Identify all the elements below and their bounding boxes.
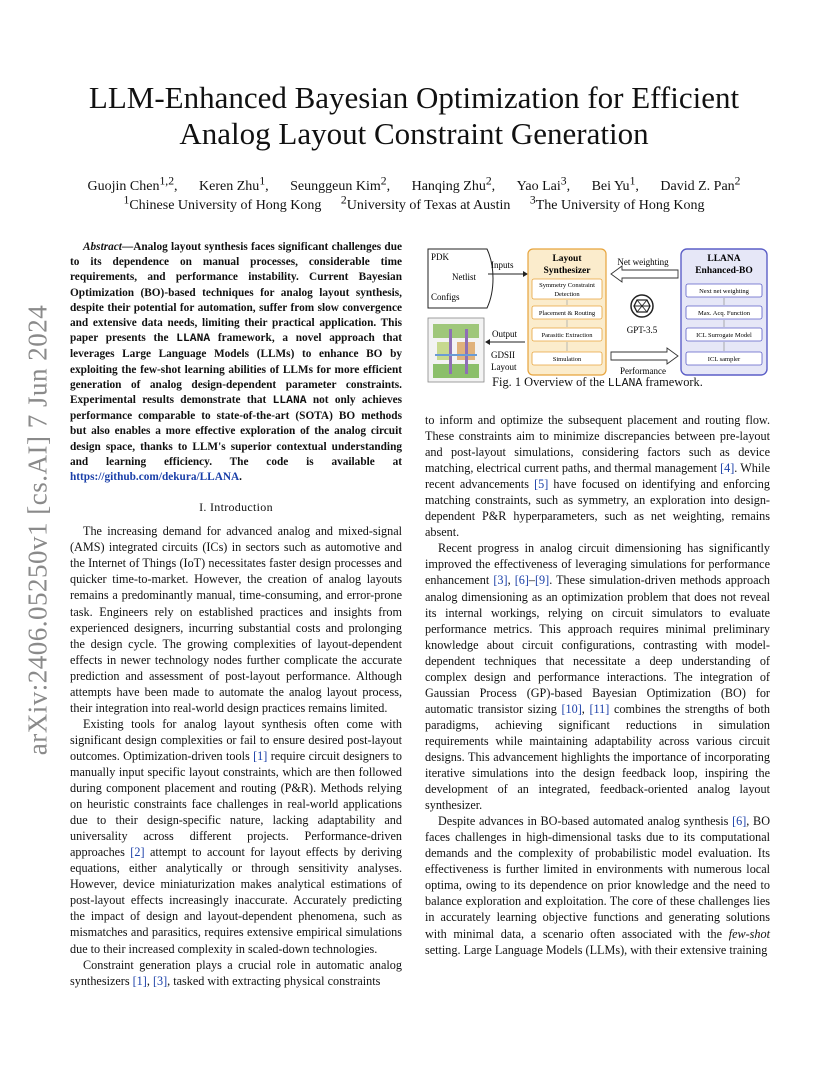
bo-step-sampler: ICL sampler (707, 356, 741, 363)
configs-label: Configs (431, 292, 460, 302)
citation-link[interactable]: [4] (720, 461, 735, 476)
gpt-label: GPT-3.5 (626, 325, 658, 335)
bo-step-surrogate: ICL Surrogate Model (696, 332, 752, 339)
intro-paragraph-3: Constraint generation plays a crucial role in automatic analog synthesizers [1], [3], tasked with extracting physical constraints (70, 957, 402, 988)
synth-step-placement: Placement & Routing (538, 310, 596, 317)
output-label: Output (492, 329, 518, 339)
intro-paragraph-1: The increasing demand for advanced analog and mixed-signal (AMS) integrated circuits (ICs) in sectors such as automotive and the Internet of Things (IoT) necessitates faster design processes and quicker time-to-market. However, the creation of analog layouts remains a predominantly manual, time-consuming, and error-prone task. Engineers rely on established practices and insights from experienced designers, incurring substantial costs and prolonging the design cycle. The growing complexities of layout-dependent effects in newer technology nodes further complicate the accurate prediction and assessment of post-layout performance. Although attempts have been made to automate the analog layout process, their integration into real-world design practices remains limited. (70, 524, 402, 715)
citation-link[interactable]: [2] (130, 845, 145, 860)
performance-arrow (611, 348, 678, 364)
author: Keren Zhu$^1$, (199, 174, 269, 194)
citation-link[interactable]: [1] (253, 748, 268, 763)
citation-link[interactable]: [1] (132, 973, 147, 988)
arxiv-identifier (20, 305, 56, 755)
citation-link[interactable]: [6] (514, 573, 529, 588)
citation-link[interactable]: [11] (589, 701, 610, 716)
citation-link[interactable]: [9] (535, 573, 550, 588)
author: Guojin Chen$^{1,2}$, (87, 174, 178, 194)
synth-step-symmetry-1: Symmetry Constraint (539, 282, 595, 289)
title-line-1: LLM-Enhanced Bayesian Optimization for Efficient (88, 80, 740, 115)
gdsii-label: GDSII (491, 350, 515, 360)
bo-step-next-net: Next net weighting (699, 288, 749, 295)
synth-step-simulation: Simulation (552, 356, 582, 363)
intro-paragraph-2: Existing tools for analog layout synthesis often come with significant design complexities or fail to ensure desired post-layout outcomes. Optimization-driven tools [1] require circuit designers to manually input specific layout constraints, which are then followed during component placement and routing (P&R). Methods relying on heuristic constraints face challenges in real-world applications due to their design-specific nature, lacking adaptability and universality across different projects. Performance-driven approaches [2] attempt to account for layout effects by deriving equations, either analytically or through sensitivity analyses. However, device miniaturization makes analytical estimations of post-layout effects increasingly inaccurate. Accurately predicting the impact of design and layout-dependent phenomena, such as mismatches and parasitics, requires extensive empirical simulations due to their increased complexity in scaled-down technologies. (70, 716, 402, 956)
section-heading-introduction: I. Introduction (199, 500, 273, 515)
synth-step-symmetry-2: Detection (554, 291, 580, 298)
synthesizer-title-2: Synthesizer (543, 266, 591, 276)
citation-link[interactable]: [3] (493, 573, 508, 588)
net-weighting-arrow (611, 266, 678, 282)
author: Yao Lai$^3$, (516, 174, 571, 194)
arxiv-stamp-text: arXiv:2406.05250v1 [cs.AI] 7 Jun 2024 (22, 304, 53, 756)
left-column (70, 240, 402, 989)
author: David Z. Pan$^2$ (660, 174, 741, 194)
affiliation-list (40, 191, 788, 215)
framework-overview-figure (425, 238, 770, 394)
synth-step-extraction: Parasitic Extraction (541, 332, 593, 339)
inputs-label: Inputs (491, 260, 514, 270)
right-paragraph-1: to inform and optimize the subsequent placement and routing flow. These constraints aim to minimize discrepancies between pre-layout and post-layout simulations, considering factors such as device matching, electrical current paths, and thermal management [4]. While recent advancements [5] have focused on identifying and enforcing matching constraints, such as symmetry, an exploration into design-dependent P&R hyperparameters, such as net weighting, remains absent. (425, 413, 770, 540)
abstract: Abstract—Analog layout synthesis faces significant challenges due to its dependence on manual processes, considerable time requirements, and performance instability. Current Bayesian Optimization (BO)-based techniques for analog layout synthesis, despite their potential for automation, suffer from slow convergence and extensive data needs, limiting their practical application. This paper presents the LLANA framework, a novel approach that leverages Large Language Models (LLMs) to enhance BO by exploiting the few-shot learning abilities of LLMs for more efficient generation of analog design-dependent parameter constraints. Experimental results demonstrate that LLANA not only achieves performance comparable to state-of-the-art (SOTA) BO methods but also enables a more effective exploration of the analog circuit design space, thanks to LLM's superior contextual understanding and learning efficiency. The code is available at https://github.com/dekura/LLANA. (70, 241, 402, 484)
paper-title (40, 80, 788, 152)
citation-link[interactable]: [10] (561, 701, 582, 716)
citation-link[interactable]: [3] (152, 973, 168, 988)
affiliation: $^2$University of Texas at Austin (340, 193, 511, 213)
net-weighting-label: Net weighting (617, 257, 669, 267)
netlist-label: Netlist (452, 272, 476, 282)
author: Seunggeun Kim$^2$, (290, 174, 391, 194)
citation-link[interactable]: [5] (534, 477, 549, 492)
right-paragraph-2: Recent progress in analog circuit dimensioning has significantly improved the effectiveness of leveraging simulations for performance enhancement [3], [6]–[9]. These simulation-driven methods approach analog dimensioning as an optimization problem that does not reveal its internal workings, relying on circuit simulators to evaluate performance metrics. This approach requires minimal preliminary knowledge about circuit configurations, contrasting with model-dependent techniques that necessitate a deep understanding of complex design and performance interactions. The integration of Gaussian Process (GP)-based Bayesian Optimization (BO) for automatic transistor sizing [10], [11] combines the strengths of both paradigms, achieving significant reductions in simulation requirements while maintaining adaptability across various circuit designs. This advancement highlights the importance of incorporating iterative simulations into the design feedback loop, inspiring the development of an integrated, feedback-oriented analog layout synthesizer. (425, 541, 770, 813)
title-line-2: Analog Layout Constraint Generation (179, 116, 649, 151)
figure-caption: Fig. 1 Overview of the LLANA framework. (492, 375, 703, 390)
bo-title-2: Enhanced-BO (695, 266, 753, 276)
performance-label: Performance (620, 366, 666, 376)
affiliation: $^3$The University of Hong Kong (529, 193, 705, 213)
code-link[interactable]: https://github.com/dekura/LLANA (70, 471, 240, 484)
layout-label: Layout (491, 362, 517, 372)
pdk-label: PDK (431, 252, 450, 262)
openai-logo-icon (631, 295, 653, 317)
affiliation: $^1$Chinese University of Hong Kong (123, 193, 322, 213)
synthesizer-title-1: Layout (552, 254, 582, 264)
right-paragraph-3: Despite advances in BO-based automated analog synthesis [6], BO faces challenges in high-dimensional tasks due to its computational demands and the complexity of probabilistic model evaluation. Its effectiveness is further limited in environments with numerous local optima, owing to its dependence on prior knowledge and the need to balance exploration and exploitation. The core of these challenges lies in accurately learning objective functions and generating solutions with minimal data, a scenario often associated with the few-shot setting. Large Language Models (LLMs), with their extensive training (425, 814, 770, 957)
right-column (425, 412, 770, 958)
citation-link[interactable]: [6] (732, 814, 747, 829)
layout-thumbnail-icon (428, 318, 484, 382)
author: Hanqing Zhu$^2$, (411, 174, 496, 194)
author: Bei Yu$^1$, (591, 174, 639, 194)
bo-step-acq: Max. Acq. Function (698, 310, 750, 317)
bo-title-1: LLANA (707, 254, 741, 264)
